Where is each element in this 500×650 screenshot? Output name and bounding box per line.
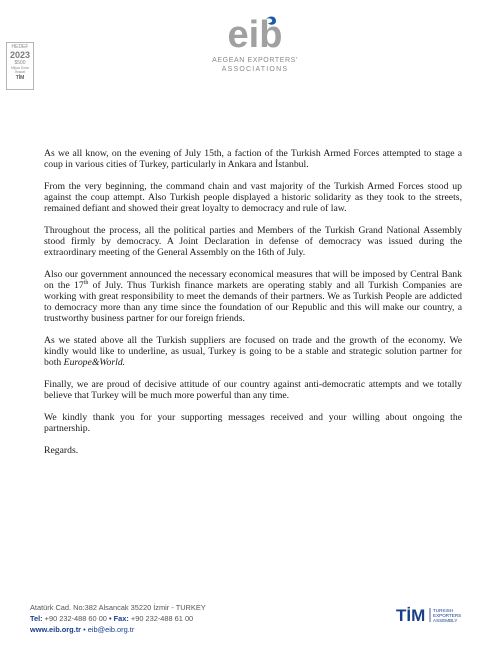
org-name (180, 56, 330, 74)
tim-sub-3: ASSEMBLY (433, 618, 458, 623)
separator-dot-2: • (83, 625, 86, 634)
website-link[interactable]: www.eib.org.tr (30, 625, 82, 634)
separator-dot: • (108, 614, 112, 623)
closing: Regards. (44, 445, 79, 456)
paragraph-5-text: As we stated above all the Turkish suppliers are focused on trade and the growth of the economy. We kindly would like to underline, as usual, Turkey is going to be a stable and strategic solution partner for both (44, 335, 462, 368)
tel-number: +90 232-488 60 00 (44, 614, 107, 623)
eib-logo (208, 14, 302, 52)
hedef-year: 2023 (9, 50, 31, 60)
hedef-brand: TİM (15, 75, 25, 81)
hedef-line5: İhracat (14, 70, 26, 74)
org-name-line1: AEGEAN EXPORTERS' (212, 57, 298, 64)
paragraph-2: From the very beginning, the command chain and vast majority of the Turkish Armed Forces stood up against the coup attempt. Also Turkish people displayed a historic solidarity as they took to the streets, remained defiant and showed their great loyalty to democracy and rule of law. (44, 181, 462, 214)
tel-label: Tel: (30, 614, 43, 623)
org-name-line2: ASSOCIATIONS (221, 66, 289, 73)
footer-contact (30, 602, 330, 635)
tim-sub-1: TURKISH (433, 608, 454, 613)
hedef-amount: $500 (14, 60, 26, 66)
paragraph-4-part-b: of July. Thus Turkish finance markets are operating stably and all Turkish Companies are working with great responsibility to meet the demands of their partners. We as Turkish People are addicted to democracy more than any time since the foundation of our Republic and this will make our country, a trustworthy business partner for our foreign friends. (44, 280, 462, 324)
paragraph-5-emphasis: Europe&World. (63, 357, 126, 368)
eib-logo-text: eib (227, 14, 283, 52)
email-link[interactable]: eib@eib.org.tr (87, 625, 135, 634)
footer-phone-fax (30, 613, 330, 624)
paragraph-6: Finally, we are proud of decisive attitude of our country against anti-democratic attempts and we totally believe that Turkey will be much more powerful than any time. (44, 379, 462, 401)
paragraph-1: As we all know, on the evening of July 15th, a faction of the Turkish Armed Forces attempted to stage a coup in various cities of Turkey, particularly in Ankara and İstanbul. (44, 148, 462, 170)
footer-web-email (30, 624, 330, 635)
paragraph-4 (44, 269, 462, 324)
paragraph-5 (44, 335, 462, 368)
fax-label: Fax: (113, 614, 129, 623)
letter-body (44, 148, 462, 467)
hedef-line4: Milyar Dolar (10, 66, 30, 70)
tim-logo (396, 606, 466, 624)
tim-sub-2: EXPORTERS (433, 613, 462, 618)
hedef-2023-badge (6, 42, 34, 90)
hedef-label: HEDEF (11, 44, 29, 50)
paragraph-7: We kindly thank you for your supporting messages received and your willing about ongoing the partnership. (44, 412, 462, 434)
footer-address: Atatürk Cad. No:382 Alsancak 35220 İzmir - TURKEY (30, 603, 206, 612)
fax-number: +90 232-488 61 00 (130, 614, 194, 623)
paragraph-3: Throughout the process, all the political parties and Members of the Turkish Grand National Assembly stood firmly by democracy. A Joint Declaration in defense of democracy was issued during the extraordinary meeting of the General Assembly on the 16th of July. (44, 225, 462, 258)
paragraph-4-part-a: Also our government announced the necessary economical measures that will be imposed by Central Bank on the 17 (44, 269, 462, 291)
tim-logo-text: TİM (396, 606, 426, 624)
ordinal-suffix: th (83, 280, 89, 286)
